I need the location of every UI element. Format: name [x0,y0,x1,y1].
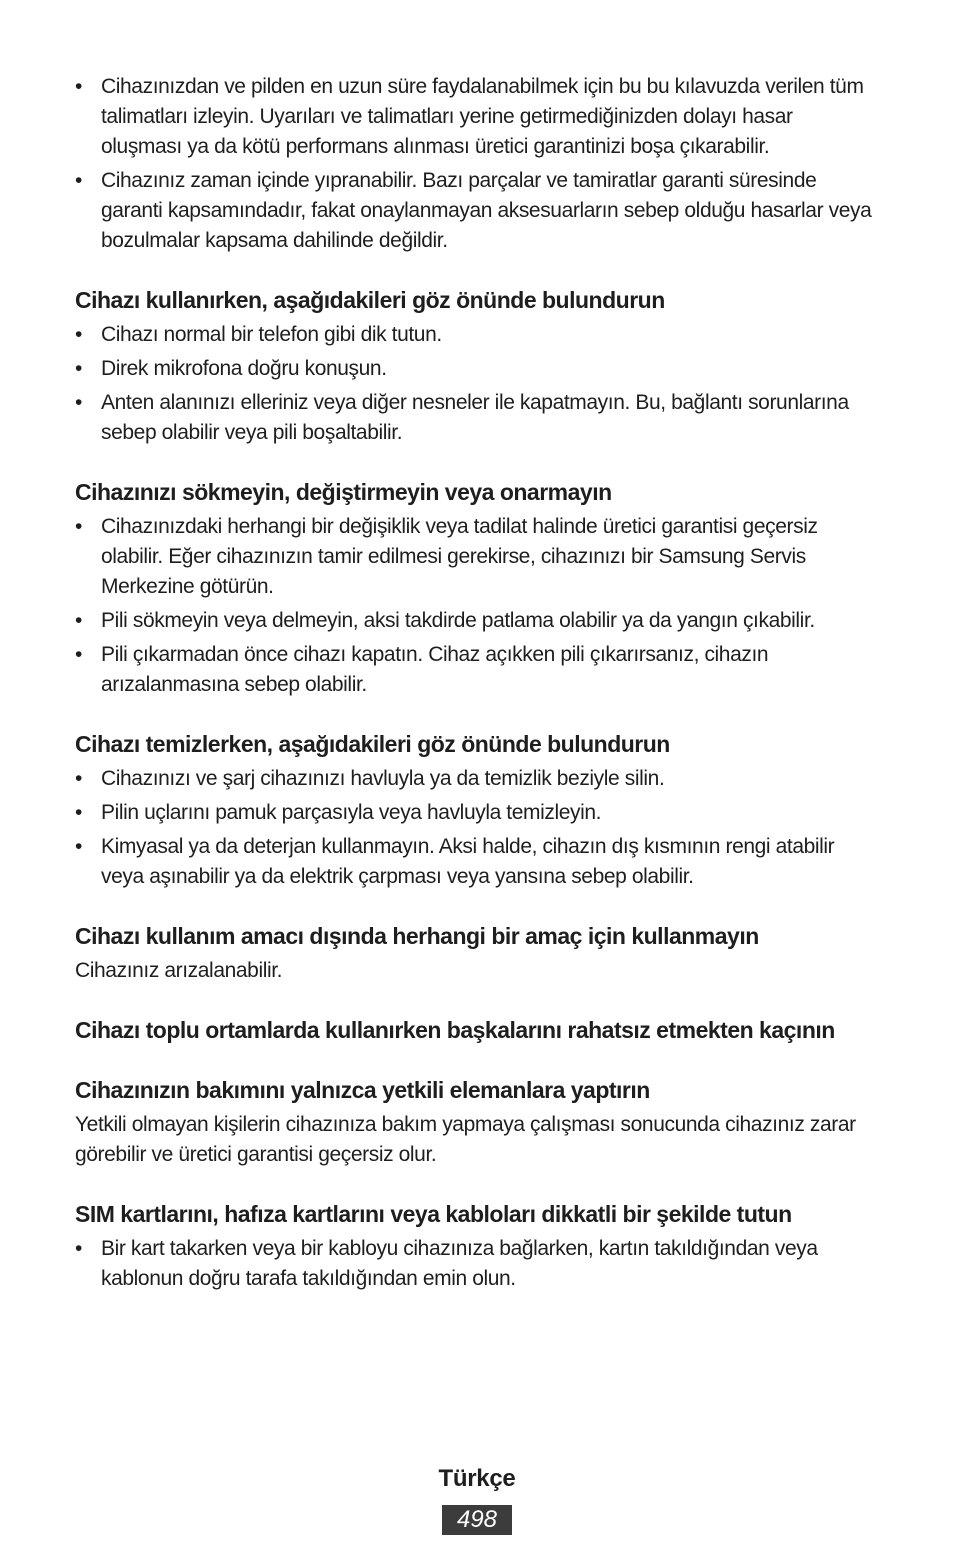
list-item [75,512,875,602]
list-item-text: Cihazınızdan ve pilden en uzun süre faydalanabilmek için bu bu kılavuzda verilen tüm talimatları izleyin. Uyarıları ve talimatları yerine getirmediğinizden dolayı hasar oluşması ya da kötü performans alınması üretici garantinizi boşa çıkarabilir. [101,75,864,158]
bullet-list [75,764,875,892]
list-item [75,1234,875,1294]
section-text: Cihazınız arızalanabilir. [75,959,283,982]
section-heading: SIM kartlarını, hafıza kartlarını veya kabloları dikkatli bir şekilde tutun [75,1201,792,1227]
section-authorized-service [75,1074,875,1170]
list-item-text: Kimyasal ya da deterjan kullanmayın. Aksi halde, cihazın dış kısmının rengi atabilir veya aşınabilir ya da elektrik çarpması veya yansına sebep olabilir. [101,835,835,888]
bullet-icon: • [75,357,82,380]
section-sim-cards [75,1198,875,1294]
list-item [75,388,875,448]
section-heading: Cihazı kullanım amacı dışında herhangi bir amaç için kullanmayın [75,923,759,949]
list-item [75,354,875,384]
list-item [75,166,875,256]
intro-bullet-list [75,72,875,256]
list-item [75,606,875,636]
bullet-icon: • [75,1237,82,1260]
bullet-icon: • [75,169,82,192]
bullet-list [75,320,875,448]
section-cleaning [75,728,875,892]
list-item-text: Anten alanınızı elleriniz veya diğer nesneler ile kapatmayın. Bu, bağlantı sorunlarına sebep olabilir veya pili boşaltabilir. [101,391,849,444]
section-do-not-disassemble [75,476,875,700]
list-item-text: Pili çıkarmadan önce cihazı kapatın. Cihaz açıkken pili çıkarırsanız, cihazın arızalanmasına sebep olabilir. [101,643,769,696]
section-heading: Cihazınızı sökmeyin, değiştirmeyin veya onarmayın [75,479,612,505]
list-item [75,798,875,828]
list-item [75,320,875,350]
list-item-text: Pili sökmeyin veya delmeyin, aksi takdirde patlama olabilir ya da yangın çıkabilir. [101,609,815,632]
section-intended-use [75,920,875,986]
section-text: Yetkili olmayan kişilerin cihazınıza bakım yapmaya çalışması sonucunda cihazınız zarar görebilir ve üretici garantisi geçersiz olur. [75,1113,856,1166]
list-item-text: Cihazınız zaman içinde yıpranabilir. Bazı parçalar ve tamiratlar garanti süresinde garanti kapsamındadır, fakat onaylanmayan aksesuarların sebep olduğu hasarlar veya bozulmalar kapsama dahilinde değildir. [101,169,872,252]
list-item-text: Cihazınızı ve şarj cihazınızı havluyla ya da temizlik beziyle silin. [101,767,665,790]
bullet-icon: • [75,643,82,666]
section-heading: Cihazı temizlerken, aşağıdakileri göz önünde bulundurun [75,731,670,757]
list-item [75,764,875,794]
footer-language: Türkçe [438,1465,516,1492]
page-number: 498 [442,1505,512,1535]
bullet-icon: • [75,767,82,790]
list-item [75,832,875,892]
bullet-icon: • [75,323,82,346]
bullet-icon: • [75,801,82,824]
list-item-text: Cihazı normal bir telefon gibi dik tutun. [101,323,442,346]
bullet-icon: • [75,391,82,414]
list-item-text: Cihazınızdaki herhangi bir değişiklik veya tadilat halinde üretici garantisi geçersiz olabilir. Eğer cihazınızın tamir edilmesi gerekirse, cihazınızı bir Samsung Servis Merkezine götürün. [101,515,818,598]
section-usage [75,284,875,448]
bullet-icon: • [75,835,82,858]
list-item-text: Bir kart takarken veya bir kabloyu cihazınıza bağlarken, kartın takıldığından veya kablonun doğru tarafa takıldığından emin olun. [101,1237,818,1290]
list-item-text: Direk mikrofona doğru konuşun. [101,357,387,380]
section-heading: Cihazınızın bakımını yalnızca yetkili elemanlara yaptırın [75,1077,650,1103]
bullet-icon: • [75,609,82,632]
bullet-list [75,1234,875,1294]
section-public-places [75,1014,875,1046]
page-content [75,72,875,1298]
bullet-icon: • [75,75,82,98]
bullet-list [75,512,875,700]
list-item [75,72,875,162]
list-item [75,640,875,700]
section-heading: Cihazı kullanırken, aşağıdakileri göz önünde bulundurun [75,287,665,313]
bullet-icon: • [75,515,82,538]
list-item-text: Pilin uçlarını pamuk parçasıyla veya havluyla temizleyin. [101,801,602,824]
section-heading: Cihazı toplu ortamlarda kullanırken başkalarını rahatsız etmekten kaçının [75,1017,835,1043]
